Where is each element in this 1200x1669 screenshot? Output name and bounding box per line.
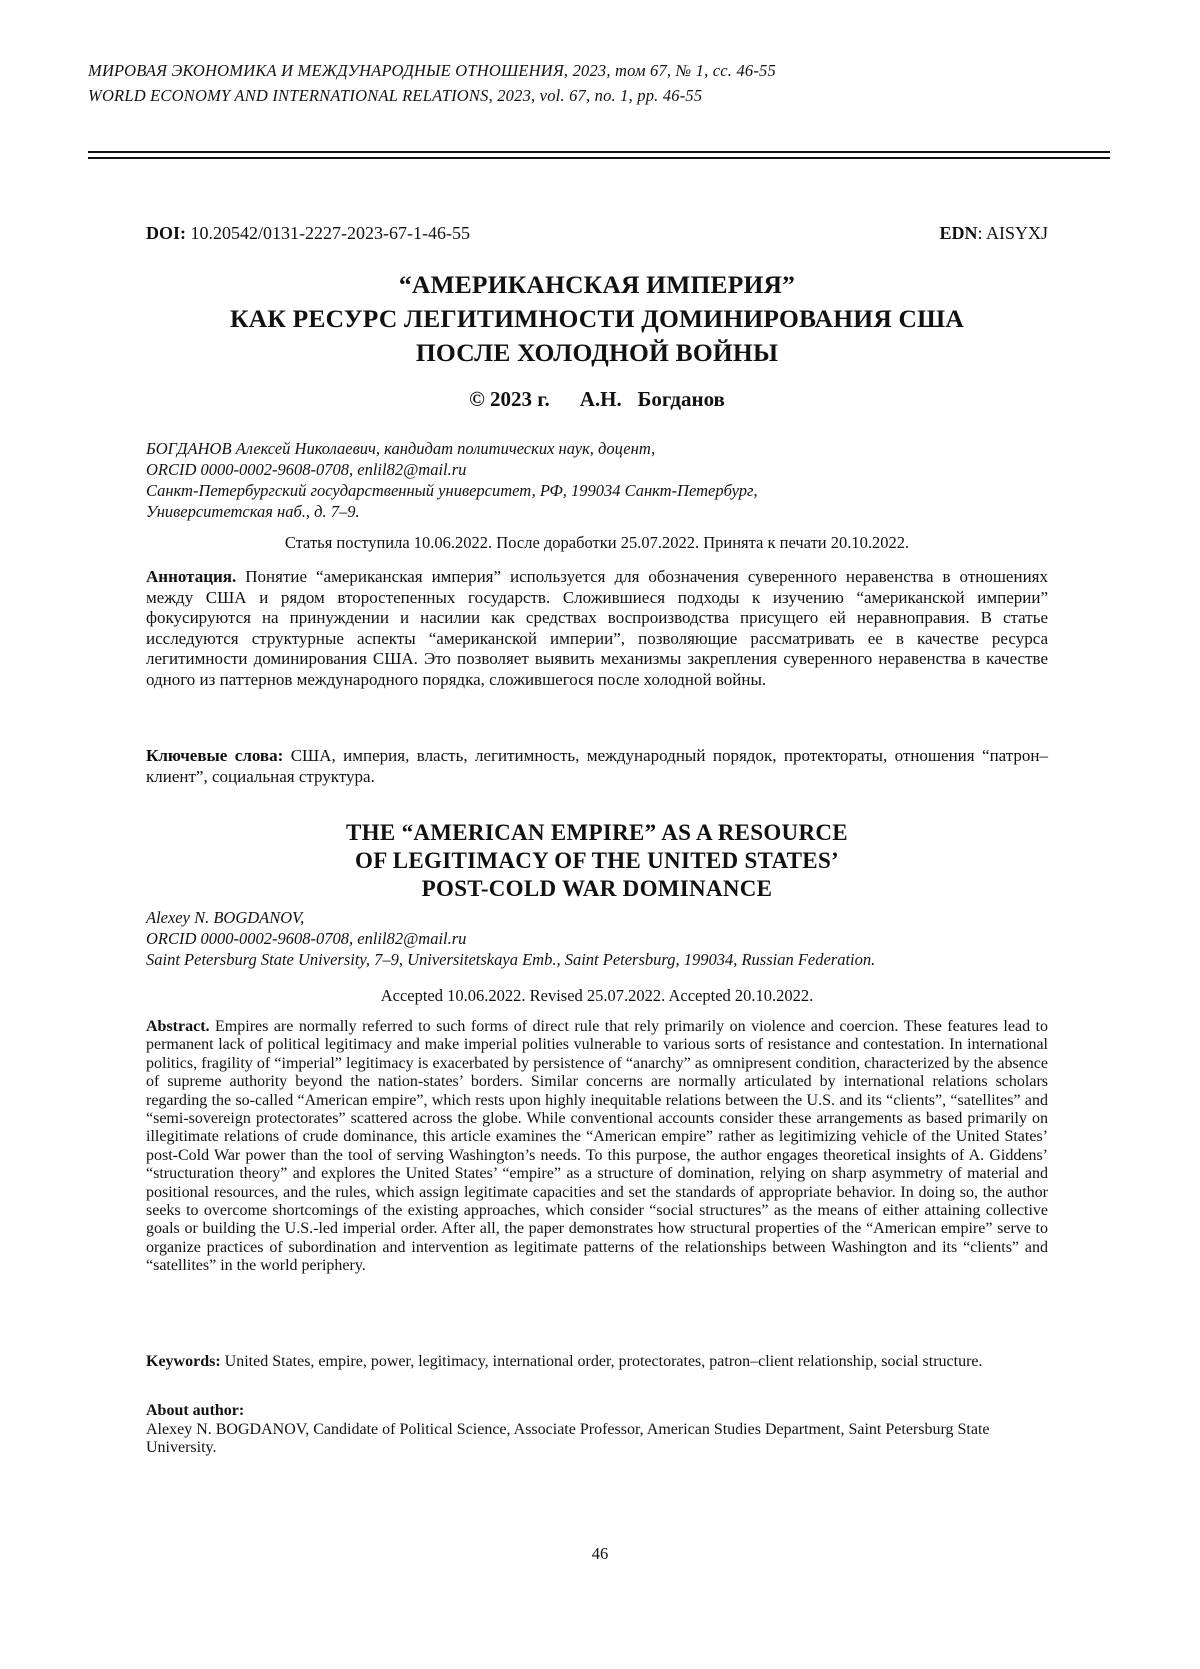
author-name: А.Н. Богданов bbox=[579, 387, 725, 411]
en-abstract-text: Empires are normally referred to such forms of direct rule that rely primarily on violence and coercion. These features lead to permanent lack of political legitimacy and make imperial polities vulnerable to various sorts of resistance and contestation. In international politics, fragility of “imperial” legitimacy is exacerbated by persistence of “anarchy” as omnipresent condition, characterized by the absence of supreme authority beyond the nation-states’ borders. Similar concerns are normally articulated by international relations scholars regarding the so-called “American empire”, which rests upon highly inequitable relations between the U.S. and its “clients”, “satellites” and “semi-sovereign protectorates” scattered across the globe. While conventional accounts consider these arrangements as based primarily on illegitimate relations of crude dominance, this article examines the “American empire” rather as legitimizing vehicle of the United States’ post-Cold War power than the tool of serving Washington’s needs. To this purpose, the author engages theoretical insights of A. Giddens’ “structuration theory” and explores the United States’ “empire” as a structure of domination, relying on sharp asymmetry of material and positional resources, and the rules, which assign legitimate capacities and set the standards of appropriate behavior. In doing so, the author seeks to overcome shortcomings of the existing approaches, which consider “social structures” as the means of either attaining collective goals or building the U.S.-led imperial order. After all, the paper demonstrates how structural properties of the “American empire” serve to organize practices of subordination and intervention as legitimate patterns of the relationships between Washington and its “clients” and “satellites” in the world periphery. bbox=[146, 1018, 1048, 1275]
edn-label: EDN bbox=[939, 223, 978, 243]
en-title-line: OF LEGITIMACY OF THE UNITED STATES’ bbox=[355, 848, 839, 873]
doi-value: 10.20542/0131-2227-2023-67-1-46-55 bbox=[186, 223, 470, 243]
byline bbox=[146, 386, 1048, 412]
en-keywords bbox=[146, 1353, 1048, 1371]
ru-abstract-label: Аннотация. bbox=[146, 567, 237, 586]
en-title-line: POST-COLD WAR DOMINANCE bbox=[421, 876, 773, 901]
ru-affiliation-line: ORCID 0000-0002-9608-0708, enlil82@mail.ru bbox=[146, 460, 467, 479]
ru-abstract-text: Понятие “американская империя” используется для обозначения суверенного неравенства в отношениях между США и рядом второстепенных государств. Сложившиеся подходы к изучению “американской империи” фокусируются на принуждении и насилии как средствах воспроизводства присущего ей неравноправия. В статье исследуются структурные аспекты “американской империи”, позволяющие рассматривать ее в качестве ресурса легитимности доминирования США. Это позволяет выявить механизмы закрепления суверенного неравенства в качестве одного из паттернов международного порядка, сложившегося после холодной войны. bbox=[146, 567, 1048, 689]
en-keywords-text: United States, empire, power, legitimacy, international order, protectorates, patron–client relationship, social structure. bbox=[220, 1353, 983, 1370]
edn bbox=[939, 222, 1048, 244]
about-author-heading: About author: bbox=[146, 1402, 245, 1419]
ru-affiliation-line: БОГДАНОВ Алексей Николаевич, кандидат политических наук, доцент, bbox=[146, 439, 656, 458]
doi-label: DOI: bbox=[146, 223, 186, 243]
ru-title bbox=[146, 268, 1048, 370]
edn-value: : AISYXJ bbox=[977, 223, 1048, 243]
ru-affiliation-line: Университетская наб., д. 7–9. bbox=[146, 502, 360, 521]
header-rule-top bbox=[88, 151, 1110, 153]
en-dates: Accepted 10.06.2022. Revised 25.07.2022. Accepted 20.10.2022. bbox=[380, 986, 814, 1005]
en-keywords-label: Keywords: bbox=[146, 1353, 221, 1370]
journal-line-ru: МИРОВАЯ ЭКОНОМИКА И МЕЖДУНАРОДНЫЕ ОТНОШЕНИЯ, 2023, том 67, № 1, сс. 46-55 bbox=[88, 61, 776, 80]
en-affiliation-line: Alexey N. BOGDANOV, bbox=[146, 908, 305, 927]
journal-line-en: WORLD ECONOMY AND INTERNATIONAL RELATIONS, 2023, vol. 67, no. 1, pp. 46-55 bbox=[88, 86, 703, 105]
about-author-text: Alexey N. BOGDANOV, Candidate of Political Science, Associate Professor, American Studies Department, Saint Petersburg State University. bbox=[146, 1421, 990, 1457]
en-affiliation-line: Saint Petersburg State University, 7–9, Universitetskaya Emb., Saint Petersburg, 199034, Russian Federation. bbox=[146, 950, 876, 969]
ru-affiliation-line: Санкт-Петербургский государственный университет, РФ, 199034 Санкт-Петербург, bbox=[146, 481, 758, 500]
doi bbox=[146, 222, 470, 244]
en-affiliation-line: ORCID 0000-0002-9608-0708, enlil82@mail.ru bbox=[146, 929, 467, 948]
en-affiliation bbox=[146, 907, 1048, 970]
en-abstract bbox=[146, 1018, 1048, 1276]
header-rule-bottom bbox=[88, 157, 1110, 159]
ru-abstract bbox=[146, 567, 1048, 690]
page-number: 46 bbox=[591, 1544, 609, 1563]
running-header bbox=[88, 58, 1108, 108]
ru-keywords bbox=[146, 746, 1048, 787]
en-title-line: THE “AMERICAN EMPIRE” AS A RESOURCE bbox=[346, 820, 848, 845]
ru-dates: Статья поступила 10.06.2022. После доработки 25.07.2022. Принята к печати 20.10.2022. bbox=[284, 533, 910, 552]
ru-title-line: “АМЕРИКАНСКАЯ ИМПЕРИЯ” bbox=[398, 270, 796, 299]
ru-keywords-text: США, империя, власть, легитимность, международный порядок, протектораты, отношения “патрон–клиент”, социальная структура. bbox=[146, 746, 1049, 786]
en-title bbox=[146, 819, 1048, 903]
ru-keywords-label: Ключевые слова: bbox=[146, 746, 284, 765]
ru-title-line: ПОСЛЕ ХОЛОДНОЙ ВОЙНЫ bbox=[415, 338, 779, 367]
ru-title-line: КАК РЕСУРС ЛЕГИТИМНОСТИ ДОМИНИРОВАНИЯ США bbox=[230, 304, 964, 333]
ru-affiliation bbox=[146, 438, 1048, 522]
copyright: © 2023 г. bbox=[469, 387, 550, 411]
en-abstract-label: Abstract. bbox=[146, 1018, 210, 1035]
